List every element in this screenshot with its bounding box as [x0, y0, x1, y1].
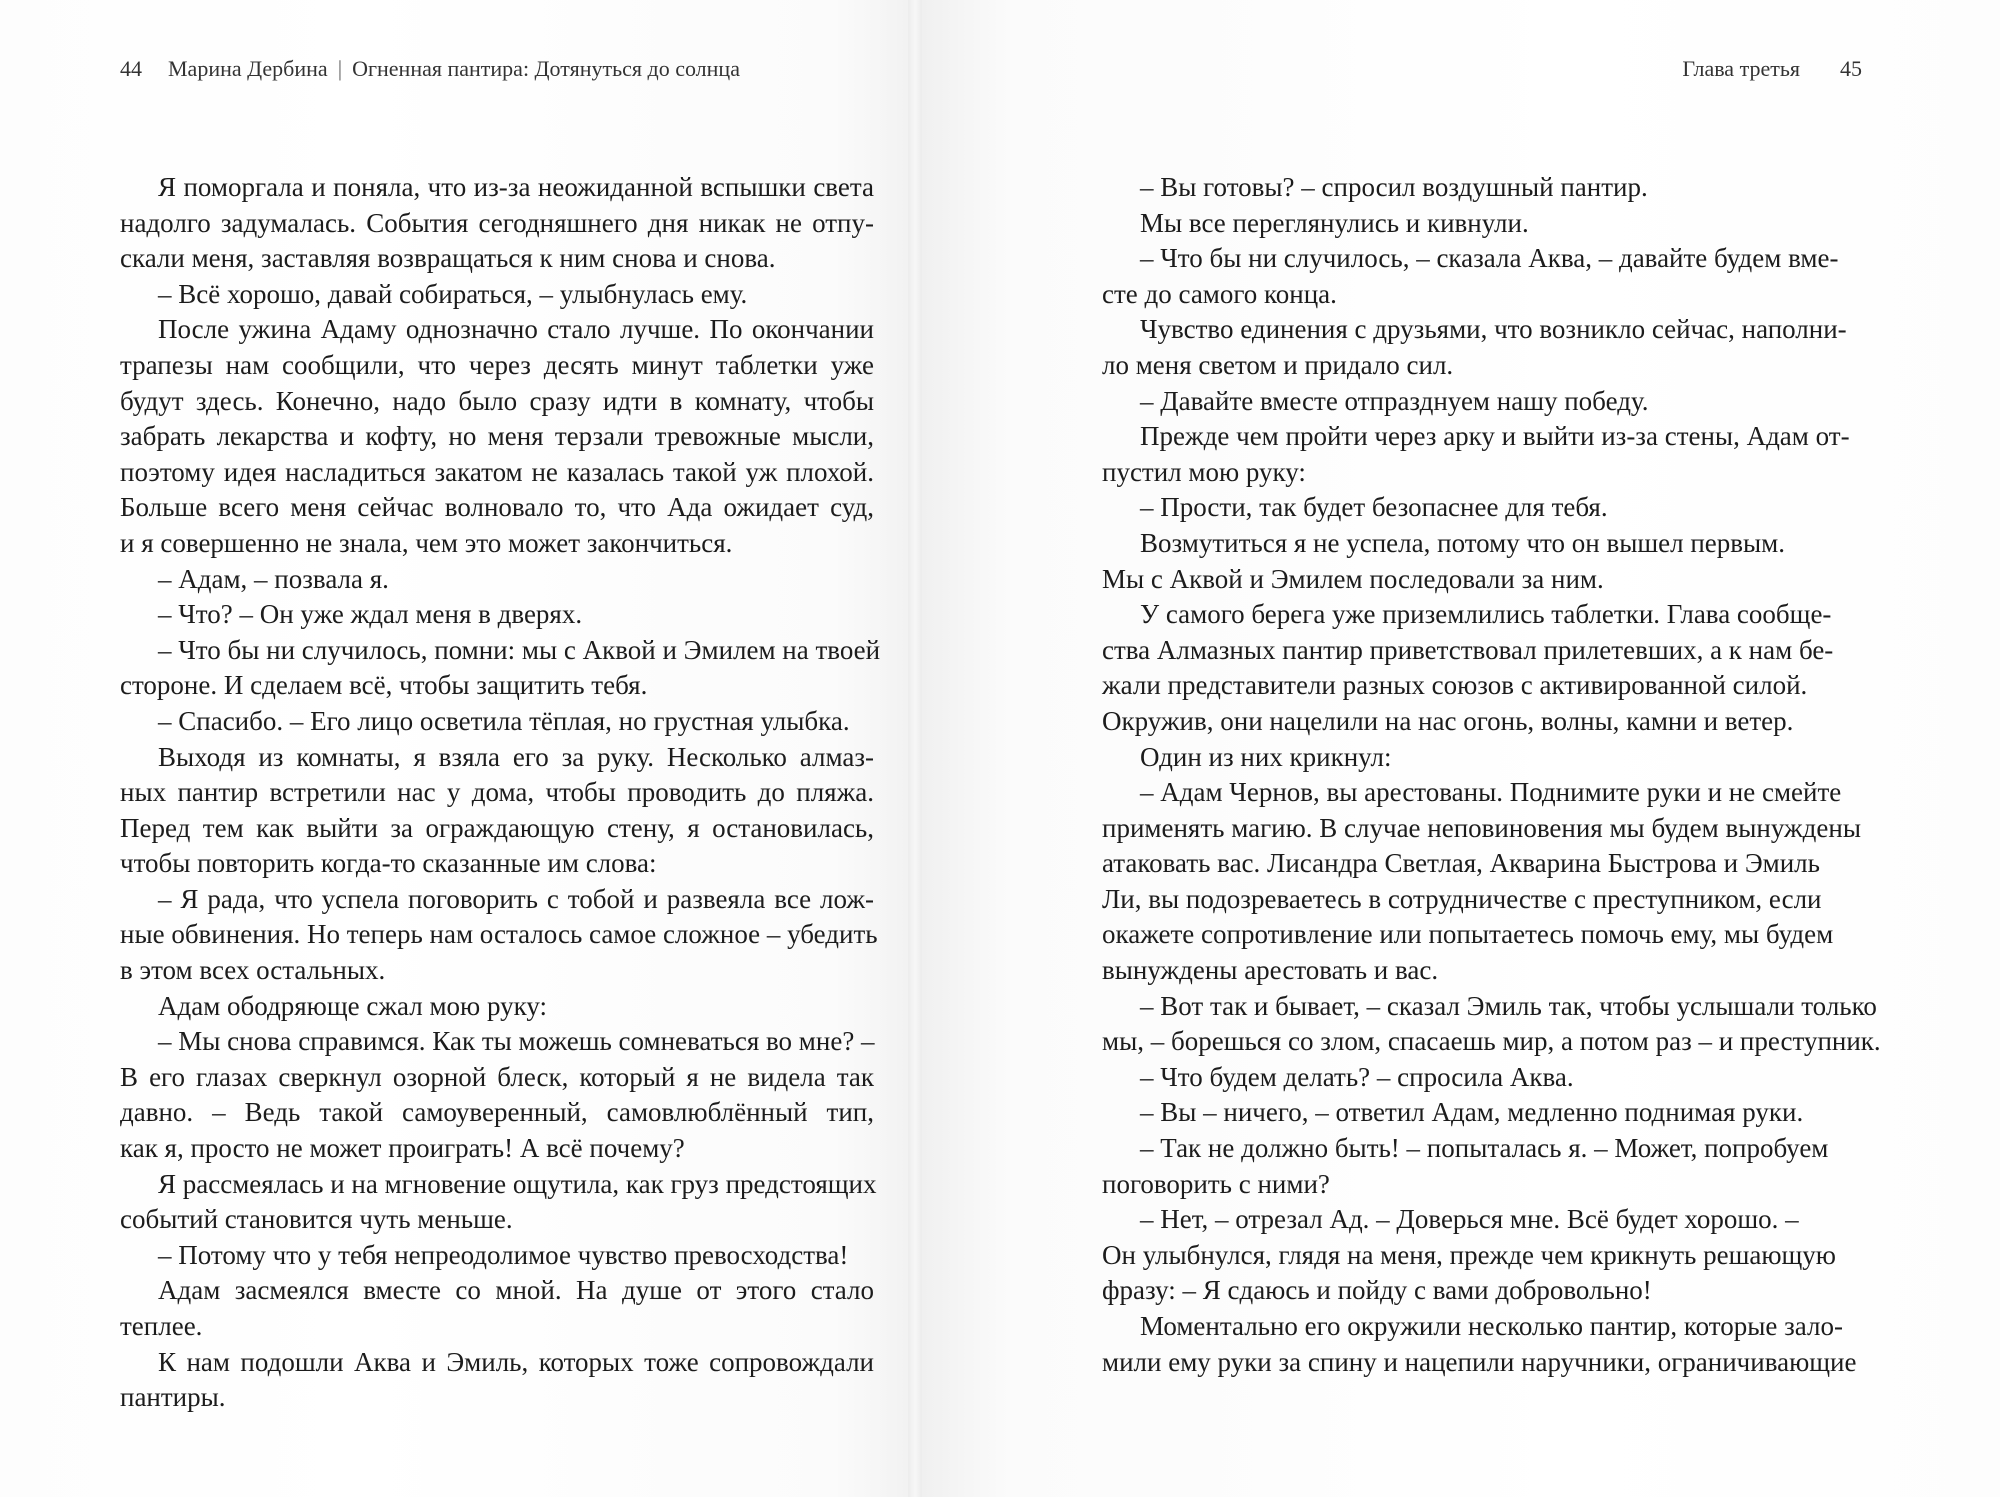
- text-line: пантиры.: [120, 1382, 226, 1413]
- text-line: давно. – Ведь такой самоуверенный, самовлюблённый тип,: [120, 1097, 874, 1128]
- text-line: будут здесь. Конечно, надо было сразу идти в комнату, чтобы: [120, 385, 874, 416]
- header-separator: |: [337, 56, 343, 81]
- text-line: применять магию. В случае неповиновения мы будем вынуждены: [1102, 812, 1861, 843]
- text-line: – Всё хорошо, давай собираться, – улыбнулась ему.: [158, 278, 748, 309]
- text-line: Чувство единения с друзьями, что возникло сейчас, наполни-: [1140, 314, 1847, 345]
- book-title: Огненная пантира: Дотянуться до солнца: [352, 56, 740, 81]
- text-line: – Я рада, что успела поговорить с тобой и развеяла все лож-: [158, 883, 874, 914]
- text-line: атаковать вас. Лисандра Светлая, Акварина Быстрова и Эмиль: [1102, 848, 1820, 879]
- text-line: окажете сопротивление или попытаетесь помочь ему, мы будем: [1102, 919, 1834, 950]
- text-line: Мы с Аквой и Эмилем последовали за ним.: [1102, 563, 1604, 594]
- text-line: Ли, вы подозреваетесь в сотрудничестве с преступником, если: [1102, 883, 1822, 914]
- text-line: и я совершенно не знала, чем это может закончиться.: [120, 527, 733, 558]
- text-line: Мы все переглянулись и кивнули.: [1140, 207, 1529, 238]
- text-line: Больше всего меня сейчас волновало то, что Ада ожидает суд,: [120, 492, 874, 523]
- text-line: в этом всех остальных.: [120, 955, 386, 986]
- text-line: пустил мою руку:: [1102, 456, 1306, 487]
- text-line: У самого берега уже приземлились таблетки. Глава сообще-: [1140, 599, 1832, 630]
- right-body-text: [1102, 170, 1881, 1380]
- text-line: мили ему руки за спину и нацепили наручники, ограничивающие: [1102, 1346, 1857, 1377]
- text-line: скали меня, заставляя возвращаться к ним снова и снова.: [120, 243, 776, 274]
- text-line: ства Алмазных пантир приветствовал прилетевших, а к нам бе-: [1102, 634, 1834, 665]
- text-line: – Вы готовы? – спросил воздушный пантир.: [1140, 172, 1648, 202]
- text-line: – Что бы ни случилось, помни: мы с Аквой и Эмилем на твоей: [158, 634, 881, 665]
- text-line: ло меня светом и придало сил.: [1102, 349, 1454, 380]
- text-line: ных пантир встретили нас у дома, чтобы проводить до пляжа.: [120, 777, 874, 808]
- text-line: Один из них крикнул:: [1140, 741, 1392, 772]
- text-line: Перед тем как выйти за ограждающую стену, я остановилась,: [120, 812, 874, 843]
- text-line: – Адам, – позвала я.: [158, 563, 389, 594]
- text-line: – Что? – Он уже ждал меня в дверях.: [158, 599, 583, 630]
- page-number: 45: [1840, 56, 1862, 81]
- text-line: ные обвинения. Но теперь нам осталось самое сложное – убедить: [120, 919, 878, 950]
- book-gutter: [908, 0, 922, 1497]
- text-line: теплее.: [120, 1311, 203, 1341]
- text-line: Моментально его окружили несколько пантир, которые зало-: [1140, 1311, 1843, 1341]
- page-number: 44: [120, 56, 142, 81]
- text-line: поэтому идея насладиться закатом не казалась такой уж плохой.: [120, 456, 874, 487]
- text-line: Я рассмеялась и на мгновение ощутила, как груз предстоящих: [158, 1168, 877, 1199]
- text-line: Возмутиться я не успела, потому что он вышел первым.: [1140, 527, 1785, 558]
- text-line: поговорить с ними?: [1102, 1168, 1330, 1199]
- text-line: – Потому что у тебя непреодолимое чувство превосходства!: [158, 1239, 849, 1270]
- text-line: – Адам Чернов, вы арестованы. Поднимите руки и не смейте: [1140, 777, 1842, 808]
- author-name: Марина Дербина: [168, 56, 328, 81]
- text-line: К нам подошли Аква и Эмиль, которых тоже сопровождали: [158, 1346, 874, 1377]
- text-line: – Что будем делать? – спросила Аква.: [1140, 1061, 1574, 1092]
- text-line: – Прости, так будет безопаснее для тебя.: [1140, 492, 1608, 523]
- left-running-head: [120, 56, 740, 82]
- text-line: В его глазах сверкнул озорной блеск, который я не видела так: [120, 1061, 874, 1092]
- text-line: – Так не должно быть! – попыталась я. – Может, попробуем: [1140, 1133, 1829, 1164]
- text-line: Адам засмеялся вместе со мной. На душе от этого стало: [158, 1275, 874, 1306]
- text-line: сте до самого конца.: [1102, 278, 1337, 309]
- text-line: мы, – борешься со злом, спасаешь мир, а потом раз – и преступник.: [1102, 1026, 1881, 1057]
- right-page: [922, 0, 2000, 1497]
- text-line: жали представители разных союзов с активированной силой.: [1102, 670, 1808, 701]
- text-line: – Вот так и бывает, – сказал Эмиль так, чтобы услышали только: [1140, 990, 1877, 1021]
- text-line: Прежде чем пройти через арку и выйти из-за стены, Адам от-: [1140, 421, 1850, 452]
- text-line: вынуждены арестовать и вас.: [1102, 955, 1439, 986]
- right-running-head: [1682, 56, 1862, 82]
- text-line: чтобы повторить когда-то сказанные им слова:: [120, 848, 657, 879]
- text-line: – Что бы ни случилось, – сказала Аква, – давайте будем вме-: [1140, 243, 1839, 274]
- text-line: Окружив, они нацелили на нас огонь, волны, камни и ветер.: [1102, 705, 1794, 736]
- text-line: Он улыбнулся, глядя на меня, прежде чем крикнуть решающую: [1102, 1239, 1836, 1270]
- text-line: надолго задумалась. События сегодняшнего дня никак не отпу-: [120, 207, 874, 238]
- text-line: забрать лекарства и кофту, но меня терзали тревожные мысли,: [120, 421, 874, 452]
- text-line: – Спасибо. – Его лицо осветила тёплая, но грустная улыбка.: [158, 705, 850, 736]
- text-line: После ужина Адаму однозначно стало лучше. По окончании: [158, 314, 874, 345]
- text-line: – Давайте вместе отпразднуем нашу победу.: [1140, 385, 1649, 416]
- text-line: – Мы снова справимся. Как ты можешь сомневаться во мне? –: [158, 1026, 875, 1057]
- text-line: – Вы – ничего, – ответил Адам, медленно поднимая руки.: [1140, 1097, 1804, 1128]
- text-line: как я, просто не может проиграть! А всё почему?: [120, 1133, 685, 1164]
- text-line: Адам ободряюще сжал мою руку:: [158, 990, 547, 1021]
- text-line: трапезы нам сообщили, что через десять минут таблетки уже: [120, 349, 874, 380]
- text-line: – Нет, – отрезал Ад. – Доверься мне. Всё будет хорошо. –: [1140, 1204, 1799, 1235]
- text-line: Выходя из комнаты, я взяла его за руку. Несколько алмаз-: [158, 741, 874, 772]
- text-line: событий становится чуть меньше.: [120, 1204, 513, 1235]
- left-page: [0, 0, 908, 1497]
- text-line: Я поморгала и поняла, что из-за неожиданной вспышки света: [158, 172, 874, 202]
- text-line: фразу: – Я сдаюсь и пойду с вами добровольно!: [1102, 1275, 1652, 1306]
- text-line: стороне. И сделаем всё, чтобы защитить тебя.: [120, 670, 648, 701]
- left-body-text: [120, 170, 881, 1416]
- chapter-title: Глава третья: [1682, 56, 1800, 81]
